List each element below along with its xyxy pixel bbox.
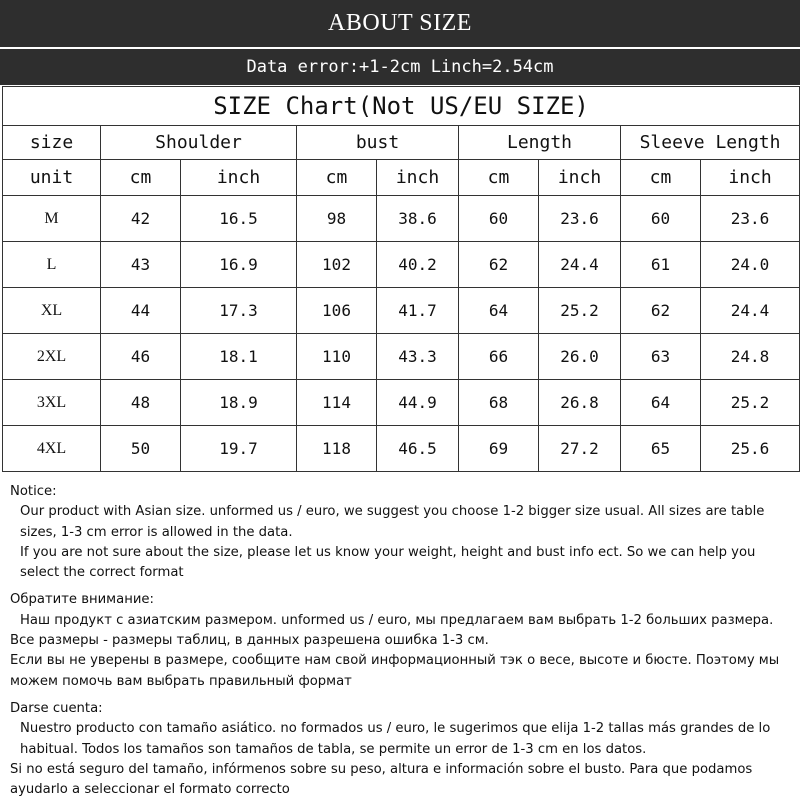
value-cell: 44.9 [377,380,459,426]
header-shoulder: Shoulder [101,126,297,160]
notice-section [10,482,792,807]
value-cell: 16.5 [181,196,297,242]
table-row [3,242,800,288]
value-cell: 25.2 [701,380,800,426]
unit-cell: cm [297,160,377,196]
value-cell: 48 [101,380,181,426]
value-cell: 40.2 [377,242,459,288]
value-cell: 60 [621,196,701,242]
unit-cell: inch [181,160,297,196]
table-row [3,288,800,334]
notice-heading: Notice: [10,484,57,499]
value-cell: 18.9 [181,380,297,426]
value-cell: 66 [459,334,539,380]
size-cell: 3XL [3,380,101,426]
value-cell: 118 [297,426,377,472]
value-cell: 50 [101,426,181,472]
size-cell: 2XL [3,334,101,380]
value-cell: 62 [459,242,539,288]
value-cell: 64 [621,380,701,426]
value-cell: 98 [297,196,377,242]
table-row [3,426,800,472]
notice-heading: Обратите внимание: [10,592,154,608]
notice-english [10,482,792,583]
value-cell: 18.1 [181,334,297,380]
notice-heading: Darse cuenta: [10,700,103,716]
table-row [3,380,800,426]
value-cell: 60 [459,196,539,242]
unit-cell: inch [377,160,459,196]
unit-cell: inch [701,160,800,196]
value-cell: 19.7 [181,426,297,472]
value-cell: 106 [297,288,377,334]
header-title: ABOUT SIZE [328,10,472,36]
header-size: size [3,126,101,160]
value-cell: 17.3 [181,288,297,334]
value-cell: 23.6 [701,196,800,242]
notice-russian [10,590,792,691]
value-cell: 46.5 [377,426,459,472]
size-cell: M [3,196,101,242]
value-cell: 44 [101,288,181,334]
size-chart-table [2,86,800,472]
value-cell: 26.0 [539,334,621,380]
value-cell: 42 [101,196,181,242]
value-cell: 16.9 [181,242,297,288]
notice-paragraph: Si no está seguro del tamaño, infórmenos sobre su peso, altura e información sobre el busto. Para que podamos ayudarlo a seleccionar el formato correcto [10,761,753,798]
header-length: Length [459,126,621,160]
size-cell: 4XL [3,426,101,472]
value-cell: 43 [101,242,181,288]
value-cell: 102 [297,242,377,288]
value-cell: 25.6 [701,426,800,472]
value-cell: 114 [297,380,377,426]
value-cell: 46 [101,334,181,380]
value-cell: 24.0 [701,242,800,288]
value-cell: 69 [459,426,539,472]
value-cell: 43.3 [377,334,459,380]
value-cell: 68 [459,380,539,426]
value-cell: 27.2 [539,426,621,472]
unit-cell: cm [459,160,539,196]
notice-paragraph: Если вы не уверены в размере, сообщите нам свой информационный тэк о весе, высоте и бюсте. Поэтому мы можем помочь вам выбрать правильный формат [10,653,780,689]
value-cell: 64 [459,288,539,334]
value-cell: 63 [621,334,701,380]
value-cell: 110 [297,334,377,380]
header-bust: bust [297,126,459,160]
notice-paragraph: If you are not sure about the size, please let us know your weight, height and bust info ect. So we can help you select the correct format [20,544,756,581]
notice-paragraph: Nuestro producto con tamaño asiático. no formados us / euro, le sugerimos que elija 1-2 tallas más grandes de lo habitual. Todos los tamaños son tamaños de tabla, se permite un error de 1-3 cm en los datos. [20,721,771,757]
value-cell: 25.2 [539,288,621,334]
size-cell: XL [3,288,101,334]
header-subtitle: Data error:+1-2cm Linch=2.54cm [246,57,554,77]
unit-cell: cm [621,160,701,196]
unit-cell: cm [101,160,181,196]
table-row [3,334,800,380]
notice-paragraph: Все размеры - размеры таблиц, в данных разрешена ошибка 1-3 см. [10,633,489,649]
notice-spanish [10,699,792,800]
value-cell: 38.6 [377,196,459,242]
value-cell: 24.4 [539,242,621,288]
value-cell: 23.6 [539,196,621,242]
unit-label: unit [3,160,101,196]
value-cell: 41.7 [377,288,459,334]
table-row [3,196,800,242]
value-cell: 24.8 [701,334,800,380]
value-cell: 62 [621,288,701,334]
notice-paragraph: Our product with Asian size. unformed us / euro, we suggest you choose 1-2 bigger size usual. All sizes are table sizes, 1-3 cm error is allowed in the data. [20,504,765,540]
header-sleeve-length: Sleeve Length [621,126,800,160]
value-cell: 26.8 [539,380,621,426]
about-size-header [0,0,800,47]
size-chart-title: SIZE Chart(Not US/EU SIZE) [3,87,800,126]
value-cell: 61 [621,242,701,288]
size-cell: L [3,242,101,288]
data-error-banner [0,49,800,85]
value-cell: 65 [621,426,701,472]
value-cell: 24.4 [701,288,800,334]
notice-paragraph: Наш продукт с азиатским размером. unformed us / euro, мы предлагаем вам выбрать 1-2 больших размера. [20,612,774,628]
unit-cell: inch [539,160,621,196]
